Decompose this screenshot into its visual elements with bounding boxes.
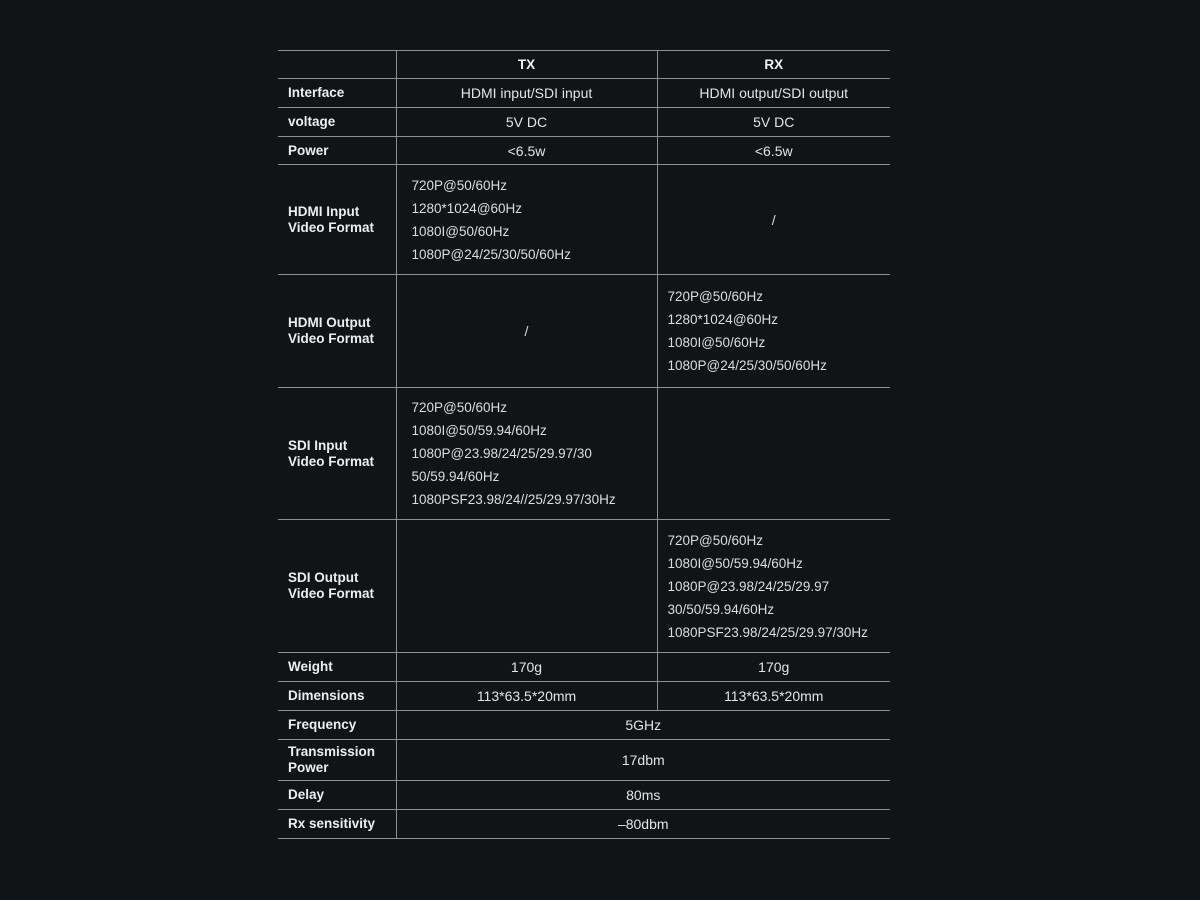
header-rx: RX xyxy=(657,51,890,79)
header-blank-cell xyxy=(278,51,396,79)
spec-table xyxy=(278,50,890,839)
table-row xyxy=(278,682,890,711)
list-item: 1080I@50/60Hz xyxy=(667,335,766,350)
table-row xyxy=(278,165,890,275)
list-item: 1080P@24/25/30/50/60Hz xyxy=(411,246,571,262)
list-item: 1080I@50/59.94/60Hz xyxy=(667,555,803,571)
dimensions-tx: 113*63.5*20mm xyxy=(396,682,657,711)
weight-rx: 170g xyxy=(657,653,890,682)
list-item: 1080P@23.98/24/25/29.97 xyxy=(667,578,830,594)
row-label-dimensions: Dimensions xyxy=(278,682,396,711)
table-row xyxy=(278,711,890,740)
hdmi-input-rx: / xyxy=(657,165,890,275)
table-row xyxy=(278,137,890,165)
table-row xyxy=(278,781,890,810)
row-label-hdmi-input: HDMI Input Video Format xyxy=(278,165,396,275)
sdi-output-rx-list xyxy=(657,520,890,653)
table-header-row xyxy=(278,51,890,79)
table-row xyxy=(278,520,890,653)
table-row xyxy=(278,740,890,781)
hdmi-input-tx-list xyxy=(396,165,657,275)
sdi-input-tx-list xyxy=(396,388,657,520)
row-label-voltage: voltage xyxy=(278,108,396,137)
dimensions-rx: 113*63.5*20mm xyxy=(657,682,890,711)
list-item: 1080I@50/60Hz xyxy=(411,223,510,239)
list-item: 1080PSF23.98/24//25/29.97/30Hz xyxy=(411,492,616,507)
table-row xyxy=(278,653,890,682)
row-label-sdi-input: SDI Input Video Format xyxy=(278,388,396,520)
row-label-weight: Weight xyxy=(278,653,396,682)
table-row xyxy=(278,275,890,388)
list-item: 1280*1024@60Hz xyxy=(411,200,523,216)
list-item: 1080PSF23.98/24/25/29.97/30Hz xyxy=(667,624,868,640)
table-row xyxy=(278,388,890,520)
row-label-delay: Delay xyxy=(278,781,396,810)
voltage-tx: 5V DC xyxy=(396,108,657,137)
row-label-sdi-output: SDI Output Video Format xyxy=(278,520,396,653)
table-row xyxy=(278,810,890,839)
list-item: 1080P@23.98/24/25/29.97/30 xyxy=(411,446,592,461)
list-item: 50/59.94/60Hz xyxy=(411,469,500,484)
table-row xyxy=(278,108,890,137)
list-item: 1280*1024@60Hz xyxy=(667,312,779,327)
delay-value: 80ms xyxy=(396,781,890,810)
hdmi-output-tx: / xyxy=(396,275,657,388)
list-item: 30/50/59.94/60Hz xyxy=(667,601,775,617)
row-label-interface: Interface xyxy=(278,79,396,108)
interface-tx: HDMI input/SDI input xyxy=(396,79,657,108)
weight-tx: 170g xyxy=(396,653,657,682)
row-label-rx-sensitivity: Rx sensitivity xyxy=(278,810,396,839)
table-row xyxy=(278,79,890,108)
list-item: 720P@50/60Hz xyxy=(411,400,508,415)
voltage-rx: 5V DC xyxy=(657,108,890,137)
list-item: 1080I@50/59.94/60Hz xyxy=(411,423,547,438)
power-rx: <6.5w xyxy=(657,137,890,165)
hdmi-output-rx-list xyxy=(657,275,890,388)
sdi-output-tx xyxy=(396,520,657,653)
power-tx: <6.5w xyxy=(396,137,657,165)
sdi-input-rx xyxy=(657,388,890,520)
row-label-transmission-power: Transmission Power xyxy=(278,740,396,781)
row-label-frequency: Frequency xyxy=(278,711,396,740)
frequency-value: 5GHz xyxy=(396,711,890,740)
list-item: 720P@50/60Hz xyxy=(667,532,764,548)
list-item: 720P@50/60Hz xyxy=(667,289,764,304)
list-item: 720P@50/60Hz xyxy=(411,177,508,193)
interface-rx: HDMI output/SDI output xyxy=(657,79,890,108)
row-label-power: Power xyxy=(278,137,396,165)
rx-sensitivity-value: –80dbm xyxy=(396,810,890,839)
row-label-hdmi-output: HDMI Output Video Format xyxy=(278,275,396,388)
transmission-power-value: 17dbm xyxy=(396,740,890,781)
list-item: 1080P@24/25/30/50/60Hz xyxy=(667,358,827,373)
header-tx: TX xyxy=(396,51,657,79)
